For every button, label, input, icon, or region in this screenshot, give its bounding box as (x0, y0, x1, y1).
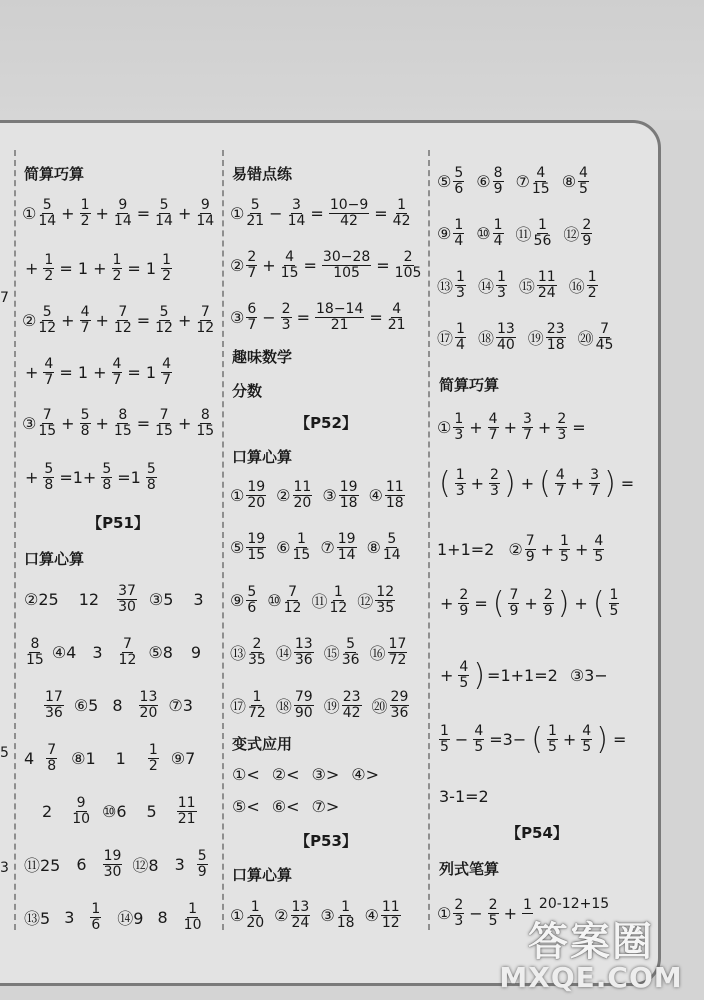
answer-value: 1 (188, 901, 198, 917)
section-heading: 简算巧算 (24, 165, 85, 183)
answer-value: ②< (271, 765, 300, 784)
divider (222, 150, 224, 930)
answer-line: + $\frac{4}{7}$ = 1 + $\frac{4}{7}$ = 1 $\frac{4}{7}$ (25, 356, 172, 388)
answer-line: ① $\frac{2}{3}$ − $\frac{2}{5}$ + 1 20-12+15 (437, 896, 610, 929)
answer-line: 2 $\frac{9}{10}$ ⑩6 5 $\frac{11}{21}$ (42, 795, 196, 827)
answer-value: ②25 (24, 590, 59, 609)
answer-value: 3 (174, 855, 185, 874)
section-heading: 趣味数学 (232, 348, 293, 366)
answer-value: ⑥5 (73, 696, 99, 715)
divider (428, 150, 430, 930)
answer-value: ④> (351, 765, 379, 784)
answer-line: ⑰ $\frac{1}{4}$ ⑱ $\frac{13}{40}$ ⑲ $\frac{23}{18}$ ⑳ $\frac{7}{45}$ (437, 321, 614, 353)
section-heading: 口算心算 (232, 866, 293, 884)
answer-value: ⑭9 (117, 909, 144, 928)
page-marker: 【P54】 (506, 824, 568, 842)
answer-value: ⑥< (271, 797, 300, 816)
answer-line: + $\frac{4}{5}$ ) =1+1=2 ③3− (440, 657, 608, 693)
answer-value: ⑦3 (168, 696, 193, 715)
answer-value: ③> (311, 765, 340, 784)
answer-value: ⑧1 (71, 749, 96, 768)
answer-value: 3 (193, 590, 204, 609)
watermark-url: MXQE.COM (499, 961, 683, 994)
answer-value: ⑩6 (102, 802, 127, 821)
answer-line: ② $\frac{2}{7}$ + $\frac{4}{15}$ = $\frac{30-28}{105}$ = $\frac{2}{105}$ (230, 249, 422, 281)
answer-line: ②25 12 $\frac{37}{30}$ ③5 3 (24, 583, 204, 615)
answer-line: 1+1=2 ② $\frac{7}{9}$ + $\frac{1}{5}$ + $\frac{4}{5}$ (437, 533, 604, 565)
answer-line: ② $\frac{5}{12}$ + $\frac{4}{7}$ + $\frac{7}{12}$ = $\frac{5}{12}$ + $\frac{7}{12}$ (22, 304, 215, 336)
answer-line: $\frac{17}{36}$ ⑥5 8 $\frac{13}{20}$ ⑦3 (45, 689, 193, 721)
page-marker: 【P51】 (87, 514, 149, 532)
answer-line: $\frac{1}{5}$ − $\frac{4}{5}$ =3− ( $\frac{1}{5}$ + $\frac{4}{5}$ ) = (440, 721, 627, 757)
answer-value: ⑤8 (148, 643, 173, 662)
watermark-logo (486, 910, 696, 1000)
answer-line: ① $\frac{19}{20}$ ② $\frac{11}{20}$ ③ $\frac{19}{18}$ ④ $\frac{11}{18}$ (230, 479, 404, 511)
section-heading: 易错点练 (232, 165, 293, 183)
answer-line: $\frac{8}{15}$ ④4 3 $\frac{7}{12}$ ⑤8 9 (26, 636, 202, 668)
answer-line: ① $\frac{5}{14}$ + $\frac{1}{2}$ + $\frac{9}{14}$ = $\frac{5}{14}$ + $\frac{9}{14}$ (22, 197, 215, 229)
answer-value: 3 (92, 643, 103, 662)
answer-value: 8 (157, 908, 168, 927)
answer-value: 2 (42, 802, 53, 821)
answer-line: ⑨ $\frac{5}{6}$ ⑩ $\frac{7}{12}$ ⑪ $\frac{1}{12}$ ⑫ $\frac{12}{35}$ (230, 584, 395, 616)
answer-value: 6 (76, 855, 87, 874)
edge-fragment: 5 (0, 745, 9, 761)
answer-value: 8 (112, 696, 123, 715)
page-marker: 【P53】 (295, 832, 357, 850)
section-heading: 列式笔算 (439, 860, 500, 878)
answer-line: + $\frac{2}{9}$ = ( $\frac{7}{9}$ + $\frac{2}{9}$ ) + ( $\frac{1}{5}$ (440, 585, 619, 621)
answer-line (232, 797, 339, 816)
answer-value: ⑤< (232, 797, 260, 816)
answer-value: ⑫8 (132, 856, 159, 875)
answer-value: 4 (24, 749, 35, 768)
answer-line: + $\frac{5}{8}$ =1+ $\frac{5}{8}$ =1 $\frac{5}{8}$ (25, 461, 156, 493)
answer-value: 1 (91, 901, 101, 917)
section-heading: 变式应用 (232, 735, 293, 753)
answer-value: ①< (232, 765, 260, 784)
section-heading: 简算巧算 (439, 376, 500, 394)
section-heading: 口算心算 (232, 448, 293, 466)
answer-line: ( $\frac{1}{3}$ + $\frac{2}{3}$ ) + ( $\frac{4}{7}$ + $\frac{3}{7}$ ) = (439, 465, 635, 501)
answer-value: 9 (190, 643, 202, 662)
answer-line (439, 787, 489, 806)
page-background (0, 0, 704, 120)
answer-line: ① $\frac{1}{20}$ ② $\frac{13}{24}$ ③ $\frac{1}{18}$ ④ $\frac{11}{12}$ (230, 899, 400, 931)
watermark-text: 答案圈 (528, 919, 654, 965)
answer-line: ⑤ $\frac{5}{6}$ ⑥ $\frac{8}{9}$ ⑦ $\frac{4}{15}$ ⑧ $\frac{4}{5}$ (437, 165, 588, 197)
sub-heading: 分数 (232, 382, 263, 400)
answer-line: ⑬ $\frac{2}{35}$ ⑭ $\frac{13}{36}$ ⑮ $\frac{5}{36}$ ⑯ $\frac{17}{72}$ (230, 636, 407, 668)
answer-value: ⑪25 (24, 856, 61, 875)
answer-value: =1+1=2 (487, 666, 558, 685)
section-heading: 口算心算 (24, 550, 85, 568)
answer-line: ⑤ $\frac{19}{15}$ ⑥ $\frac{1}{15}$ ⑦ $\frac{19}{14}$ ⑧ $\frac{5}{14}$ (230, 531, 401, 563)
answer-value: 1 (115, 749, 126, 768)
answer-line: ⑰ $\frac{1}{72}$ ⑱ $\frac{79}{90}$ ⑲ $\frac{23}{42}$ ⑳ $\frac{29}{36}$ (230, 689, 409, 721)
answer-value: 1+1=2 (437, 540, 495, 559)
answer-line: ⑬ $\frac{1}{3}$ ⑭ $\frac{1}{3}$ ⑮ $\frac{11}{24}$ ⑯ $\frac{1}{2}$ (437, 269, 597, 301)
answer-line: ⑬5 3 $\frac{1}{6}$ ⑭9 8 $\frac{1}{10}$ (24, 901, 202, 933)
answer-value: 20-12+15 (538, 896, 610, 912)
answer-line: ① $\frac{1}{3}$ + $\frac{4}{7}$ + $\frac{3}{7}$ + $\frac{2}{3}$ = (437, 411, 586, 443)
answer-value: ⑦> (311, 797, 340, 816)
answer-line: ① $\frac{5}{21}$ − $\frac{3}{14}$ = $\frac{10-9}{42}$ = $\frac{1}{42}$ (230, 197, 411, 229)
answer-value: 3-1=2 (439, 787, 489, 806)
answer-value: 5 (146, 802, 157, 821)
answer-line: 4 $\frac{7}{8}$ ⑧1 1 $\frac{1}{2}$ ⑨7 (24, 742, 196, 774)
answer-line: ③ $\frac{7}{15}$ + $\frac{5}{8}$ + $\frac{8}{15}$ = $\frac{7}{15}$ + $\frac{8}{15}$ (22, 407, 215, 439)
answer-line: + $\frac{1}{2}$ = 1 + $\frac{1}{2}$ = 1 $\frac{1}{2}$ (25, 252, 172, 284)
answer-line (232, 765, 379, 784)
answer-line: ⑨ $\frac{1}{4}$ ⑩ $\frac{1}{4}$ ⑪ $\frac{1}{56}$ ⑫ $\frac{2}{9}$ (437, 217, 592, 249)
answer-value: ⑬5 (24, 909, 51, 928)
edge-fragment: 7 (0, 290, 9, 306)
answer-value: ④4 (51, 643, 77, 662)
page-marker: 【P52】 (295, 414, 357, 432)
edge-fragment: 3 (0, 860, 9, 876)
answer-value: 3 (64, 908, 75, 927)
answer-value: 12 (78, 590, 100, 609)
answer-value: ③5 (148, 590, 174, 609)
answer-line: ⑪25 6 $\frac{19}{30}$ ⑫8 3 $\frac{5}{9}$ (24, 848, 207, 880)
answer-value: ⑨7 (170, 749, 196, 768)
divider (14, 150, 16, 930)
answer-line: ③ $\frac{6}{7}$ − $\frac{2}{3}$ = $\frac{18-14}{21}$ = $\frac{4}{21}$ (230, 301, 406, 333)
